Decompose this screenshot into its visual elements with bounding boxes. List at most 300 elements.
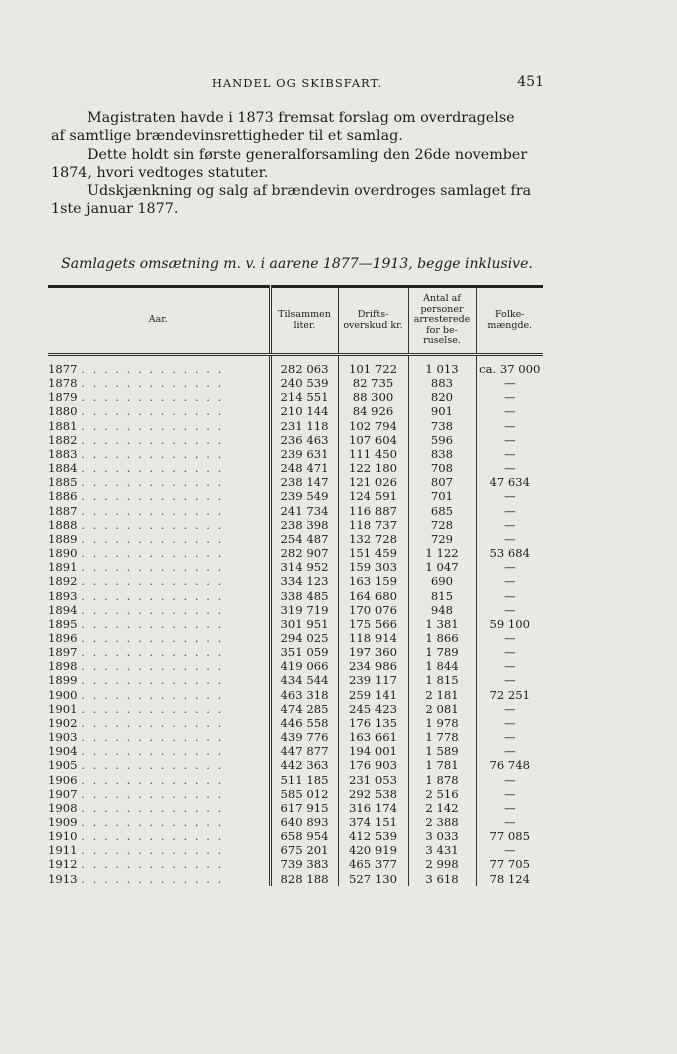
leader-dots: . . . . . . . . . . . . .: [81, 546, 224, 561]
liter-cell: 241 734: [270, 504, 338, 518]
folk-cell: 53 684: [476, 546, 543, 560]
year-cell: [48, 645, 270, 659]
liter-cell: 231 118: [270, 419, 338, 433]
folk-cell: —: [476, 787, 543, 801]
paragraph-line: 1874, hvori vedtoges statuter.: [51, 164, 269, 181]
year-label: 1889: [48, 531, 78, 546]
liter-cell: 214 551: [270, 390, 338, 404]
folk-cell: —: [476, 702, 543, 716]
year-cell: [48, 744, 270, 758]
folk-cell: —: [476, 659, 543, 673]
year-cell: [48, 518, 270, 532]
folk-cell: —: [476, 404, 543, 418]
year-cell: [48, 390, 270, 404]
leader-dots: . . . . . . . . . . . . .: [81, 475, 224, 490]
liter-cell: 439 776: [270, 730, 338, 744]
header-aar: Aar.: [48, 287, 270, 355]
drift-cell: 239 117: [338, 673, 408, 687]
folk-cell: —: [476, 815, 543, 829]
leader-dots: . . . . . . . . . . . . .: [81, 432, 224, 447]
leader-dots: . . . . . . . . . . . . .: [81, 390, 224, 405]
antal-cell: 838: [408, 447, 476, 461]
folk-cell: —: [476, 631, 543, 645]
liter-cell: 254 487: [270, 532, 338, 546]
liter-cell: 338 485: [270, 589, 338, 603]
liter-cell: 282 063: [270, 355, 338, 377]
liter-cell: 675 201: [270, 843, 338, 857]
folk-cell: —: [476, 673, 543, 687]
leader-dots: . . . . . . . . . . . . .: [81, 857, 224, 872]
leader-dots: . . . . . . . . . . . . .: [81, 503, 224, 518]
leader-dots: . . . . . . . . . . . . .: [81, 800, 224, 815]
table-row: [48, 404, 543, 418]
drift-cell: 121 026: [338, 475, 408, 489]
liter-cell: 314 952: [270, 560, 338, 574]
table-row: [48, 773, 543, 787]
liter-cell: 240 539: [270, 376, 338, 390]
paragraph-line: 1ste januar 1877.: [51, 200, 179, 217]
year-label: 1899: [48, 673, 78, 688]
drift-cell: 102 794: [338, 419, 408, 433]
liter-cell: 248 471: [270, 461, 338, 475]
drift-cell: 374 151: [338, 815, 408, 829]
antal-cell: 2 516: [408, 787, 476, 801]
leader-dots: . . . . . . . . . . . . .: [81, 758, 224, 773]
year-cell: [48, 504, 270, 518]
leader-dots: . . . . . . . . . . . . .: [81, 489, 224, 504]
liter-cell: 585 012: [270, 787, 338, 801]
antal-cell: 1 589: [408, 744, 476, 758]
table-row: [48, 843, 543, 857]
leader-dots: . . . . . . . . . . . . .: [81, 659, 224, 674]
liter-cell: 658 954: [270, 829, 338, 843]
liter-cell: 442 363: [270, 758, 338, 772]
year-cell: [48, 574, 270, 588]
year-label: 1909: [48, 815, 78, 829]
leader-dots: . . . . . . . . . . . . .: [81, 531, 224, 546]
liter-cell: 319 719: [270, 603, 338, 617]
year-cell: [48, 447, 270, 461]
drift-cell: 316 174: [338, 801, 408, 815]
table-row: [48, 546, 543, 560]
year-label: 1885: [48, 475, 78, 490]
year-label: 1880: [48, 404, 78, 419]
drift-cell: 124 591: [338, 489, 408, 503]
folk-cell: 78 124: [476, 872, 543, 886]
table-row: [48, 504, 543, 518]
folk-cell: 47 634: [476, 475, 543, 489]
year-cell: [48, 603, 270, 617]
paragraph-line: Dette holdt sin første generalforsamling den 26de november: [87, 147, 528, 163]
leader-dots: . . . . . . . . . . . . .: [81, 829, 224, 844]
antal-cell: 2 998: [408, 857, 476, 871]
liter-cell: 463 318: [270, 688, 338, 702]
year-cell: [48, 659, 270, 673]
leader-dots: . . . . . . . . . . . . .: [81, 815, 224, 829]
liter-cell: 239 549: [270, 489, 338, 503]
year-label: 1884: [48, 461, 78, 476]
folk-cell: —: [476, 532, 543, 546]
table-row: [48, 659, 543, 673]
year-cell: [48, 857, 270, 871]
folk-cell: —: [476, 489, 543, 503]
table-row: [48, 744, 543, 758]
table-row: [48, 617, 543, 631]
folk-cell: —: [476, 589, 543, 603]
leader-dots: . . . . . . . . . . . . .: [81, 871, 224, 886]
year-cell: [48, 702, 270, 716]
drift-cell: 111 450: [338, 447, 408, 461]
drift-cell: 175 566: [338, 617, 408, 631]
year-cell: [48, 532, 270, 546]
folk-cell: 59 100: [476, 617, 543, 631]
year-label: 1900: [48, 687, 78, 702]
drift-cell: 88 300: [338, 390, 408, 404]
table-row: [48, 532, 543, 546]
year-label: 1878: [48, 376, 78, 391]
drift-cell: 527 130: [338, 872, 408, 886]
liter-cell: 239 631: [270, 447, 338, 461]
drift-cell: 163 661: [338, 730, 408, 744]
liter-cell: 739 383: [270, 857, 338, 871]
antal-cell: 3 618: [408, 872, 476, 886]
liter-cell: 351 059: [270, 645, 338, 659]
table-row: [48, 475, 543, 489]
year-label: 1887: [48, 503, 78, 518]
antal-cell: 2 142: [408, 801, 476, 815]
table-row: [48, 787, 543, 801]
folk-cell: —: [476, 504, 543, 518]
leader-dots: . . . . . . . . . . . . .: [81, 786, 224, 801]
leader-dots: . . . . . . . . . . . . .: [81, 588, 224, 603]
table-row: [48, 419, 543, 433]
folk-cell: —: [476, 574, 543, 588]
leader-dots: . . . . . . . . . . . . .: [81, 362, 224, 376]
year-cell: [48, 617, 270, 631]
antal-cell: 1 781: [408, 758, 476, 772]
table-row: [48, 390, 543, 404]
year-label: 1907: [48, 786, 78, 801]
drift-cell: 151 459: [338, 546, 408, 560]
antal-cell: 1 789: [408, 645, 476, 659]
year-cell: [48, 843, 270, 857]
drift-cell: 163 159: [338, 574, 408, 588]
leader-dots: . . . . . . . . . . . . .: [81, 404, 224, 419]
leader-dots: . . . . . . . . . . . . .: [81, 461, 224, 476]
statistics-table: [48, 285, 543, 886]
year-label: 1908: [48, 800, 78, 815]
header-tilsammen: Tilsammen liter.: [270, 287, 338, 355]
antal-cell: 1 047: [408, 560, 476, 574]
year-cell: [48, 688, 270, 702]
year-cell: [48, 801, 270, 815]
year-label: 1913: [48, 871, 78, 886]
year-cell: [48, 773, 270, 787]
antal-cell: 1 878: [408, 773, 476, 787]
paragraph-2: [51, 147, 543, 182]
antal-cell: 901: [408, 404, 476, 418]
paragraph-1: [51, 110, 543, 145]
folk-cell: —: [476, 730, 543, 744]
table-row: [48, 574, 543, 588]
year-cell: [48, 758, 270, 772]
drift-cell: 122 180: [338, 461, 408, 475]
year-cell: [48, 475, 270, 489]
liter-cell: 301 951: [270, 617, 338, 631]
folk-cell: —: [476, 433, 543, 447]
folk-cell: —: [476, 773, 543, 787]
folk-cell: —: [476, 744, 543, 758]
year-cell: [48, 489, 270, 503]
antal-cell: 1 778: [408, 730, 476, 744]
year-label: 1879: [48, 390, 78, 405]
year-label: 1893: [48, 588, 78, 603]
drift-cell: 176 135: [338, 716, 408, 730]
table-row: [48, 702, 543, 716]
antal-cell: 685: [408, 504, 476, 518]
liter-cell: 828 188: [270, 872, 338, 886]
liter-cell: 282 907: [270, 546, 338, 560]
table-row: [48, 560, 543, 574]
year-label: 1897: [48, 645, 78, 660]
running-header: [50, 76, 544, 96]
year-label: 1886: [48, 489, 78, 504]
year-label: 1894: [48, 602, 78, 617]
leader-dots: . . . . . . . . . . . . .: [81, 701, 224, 716]
header-drift: Drifts-overskud kr.: [338, 287, 408, 355]
drift-cell: 412 539: [338, 829, 408, 843]
drift-cell: 107 604: [338, 433, 408, 447]
leader-dots: . . . . . . . . . . . . .: [81, 616, 224, 631]
antal-cell: 1 013: [408, 355, 476, 377]
drift-cell: 132 728: [338, 532, 408, 546]
year-cell: [48, 730, 270, 744]
antal-cell: 2 181: [408, 688, 476, 702]
antal-cell: 690: [408, 574, 476, 588]
antal-cell: 701: [408, 489, 476, 503]
year-label: 1902: [48, 715, 78, 730]
paragraph-3: [51, 183, 543, 218]
drift-cell: 118 737: [338, 518, 408, 532]
liter-cell: 640 893: [270, 815, 338, 829]
antal-cell: 820: [408, 390, 476, 404]
folk-cell: —: [476, 560, 543, 574]
table-header-row: [48, 287, 543, 355]
table-row: [48, 872, 543, 886]
table-row: [48, 355, 543, 377]
year-label: 1890: [48, 546, 78, 561]
antal-cell: 729: [408, 532, 476, 546]
antal-cell: 1 815: [408, 673, 476, 687]
antal-cell: 1 978: [408, 716, 476, 730]
year-cell: [48, 560, 270, 574]
page-number: 451: [517, 74, 544, 90]
table-row: [48, 631, 543, 645]
year-cell: [48, 376, 270, 390]
drift-cell: 170 076: [338, 603, 408, 617]
leader-dots: . . . . . . . . . . . . .: [81, 715, 224, 730]
year-cell: [48, 589, 270, 603]
drift-cell: 245 423: [338, 702, 408, 716]
drift-cell: 176 903: [338, 758, 408, 772]
leader-dots: . . . . . . . . . . . . .: [81, 446, 224, 461]
liter-cell: 238 147: [270, 475, 338, 489]
paragraph-line: af samtlige brændevinsrettigheder til et samlag.: [51, 127, 403, 144]
drift-cell: 292 538: [338, 787, 408, 801]
folk-cell: —: [476, 801, 543, 815]
folk-cell: —: [476, 843, 543, 857]
antal-cell: 708: [408, 461, 476, 475]
year-label: 1888: [48, 517, 78, 532]
antal-cell: 2 081: [408, 702, 476, 716]
drift-cell: 116 887: [338, 504, 408, 518]
table-row: [48, 688, 543, 702]
leader-dots: . . . . . . . . . . . . .: [81, 843, 224, 858]
table-row: [48, 857, 543, 871]
drift-cell: 82 735: [338, 376, 408, 390]
drift-cell: 118 914: [338, 631, 408, 645]
header-folke: Folke-mængde.: [476, 287, 543, 355]
year-label: 1882: [48, 432, 78, 447]
drift-cell: 234 986: [338, 659, 408, 673]
year-cell: [48, 716, 270, 730]
antal-cell: 883: [408, 376, 476, 390]
table-row: [48, 376, 543, 390]
folk-cell: —: [476, 419, 543, 433]
folk-cell: —: [476, 645, 543, 659]
antal-cell: 2 388: [408, 815, 476, 829]
year-cell: [48, 673, 270, 687]
header-title: HANDEL OG SKIBSFART.: [211, 76, 383, 90]
table-row: [48, 603, 543, 617]
folk-cell: 77 705: [476, 857, 543, 871]
leader-dots: . . . . . . . . . . . . .: [81, 574, 224, 589]
liter-cell: 334 123: [270, 574, 338, 588]
folk-cell: —: [476, 390, 543, 404]
year-cell: [48, 461, 270, 475]
leader-dots: . . . . . . . . . . . . .: [81, 602, 224, 617]
antal-cell: 948: [408, 603, 476, 617]
drift-cell: 420 919: [338, 843, 408, 857]
header-antal: Antal af personer arresterede for be-ruselse.: [408, 287, 476, 355]
year-label: 1905: [48, 758, 78, 773]
folk-cell: —: [476, 603, 543, 617]
year-cell: [48, 829, 270, 843]
year-cell: [48, 355, 270, 377]
antal-cell: 807: [408, 475, 476, 489]
year-label: 1877: [48, 362, 78, 376]
antal-cell: 1 122: [408, 546, 476, 560]
antal-cell: 596: [408, 433, 476, 447]
folk-cell: —: [476, 518, 543, 532]
year-label: 1906: [48, 772, 78, 787]
year-label: 1903: [48, 730, 78, 745]
paragraph-line: Magistraten havde i 1873 fremsat forslag om overdragelse: [87, 110, 515, 126]
year-cell: [48, 872, 270, 886]
year-cell: [48, 404, 270, 418]
liter-cell: 511 185: [270, 773, 338, 787]
drift-cell: 164 680: [338, 589, 408, 603]
year-label: 1904: [48, 744, 78, 759]
folk-cell: —: [476, 447, 543, 461]
folk-cell: ca. 37 000: [476, 355, 543, 377]
antal-cell: 1 381: [408, 617, 476, 631]
year-label: 1891: [48, 560, 78, 575]
liter-cell: 238 398: [270, 518, 338, 532]
year-label: 1910: [48, 829, 78, 844]
table-row: [48, 589, 543, 603]
leader-dots: . . . . . . . . . . . . .: [81, 517, 224, 532]
liter-cell: 446 558: [270, 716, 338, 730]
antal-cell: 3 431: [408, 843, 476, 857]
drift-cell: 259 141: [338, 688, 408, 702]
year-label: 1892: [48, 574, 78, 589]
year-cell: [48, 419, 270, 433]
table-row: [48, 815, 543, 829]
year-label: 1883: [48, 446, 78, 461]
leader-dots: . . . . . . . . . . . . .: [81, 418, 224, 433]
liter-cell: 434 544: [270, 673, 338, 687]
table-row: [48, 645, 543, 659]
year-cell: [48, 546, 270, 560]
liter-cell: 419 066: [270, 659, 338, 673]
drift-cell: 194 001: [338, 744, 408, 758]
year-label: 1898: [48, 659, 78, 674]
table-caption: Samlagets omsætning m. v. i aarene 1877—1913, begge inklusive.: [61, 256, 533, 272]
leader-dots: . . . . . . . . . . . . .: [81, 772, 224, 787]
year-cell: [48, 631, 270, 645]
liter-cell: 236 463: [270, 433, 338, 447]
folk-cell: 72 251: [476, 688, 543, 702]
leader-dots: . . . . . . . . . . . . .: [81, 376, 224, 391]
folk-cell: 76 748: [476, 758, 543, 772]
year-cell: [48, 787, 270, 801]
table-row: [48, 801, 543, 815]
leader-dots: . . . . . . . . . . . . .: [81, 730, 224, 745]
antal-cell: 1 844: [408, 659, 476, 673]
folk-cell: —: [476, 716, 543, 730]
antal-cell: 1 866: [408, 631, 476, 645]
leader-dots: . . . . . . . . . . . . .: [81, 560, 224, 575]
liter-cell: 210 144: [270, 404, 338, 418]
table-row: [48, 673, 543, 687]
liter-cell: 447 877: [270, 744, 338, 758]
drift-cell: 465 377: [338, 857, 408, 871]
antal-cell: 815: [408, 589, 476, 603]
drift-cell: 84 926: [338, 404, 408, 418]
table-row: [48, 730, 543, 744]
antal-cell: 728: [408, 518, 476, 532]
table-row: [48, 716, 543, 730]
antal-cell: 738: [408, 419, 476, 433]
drift-cell: 231 053: [338, 773, 408, 787]
folk-cell: —: [476, 461, 543, 475]
table-row: [48, 489, 543, 503]
drift-cell: 159 303: [338, 560, 408, 574]
folk-cell: 77 085: [476, 829, 543, 843]
antal-cell: 3 033: [408, 829, 476, 843]
folk-cell: —: [476, 376, 543, 390]
table-row: [48, 829, 543, 843]
year-cell: [48, 433, 270, 447]
leader-dots: . . . . . . . . . . . . .: [81, 744, 224, 759]
table-row: [48, 461, 543, 475]
leader-dots: . . . . . . . . . . . . .: [81, 630, 224, 645]
year-label: 1895: [48, 616, 78, 631]
liter-cell: 294 025: [270, 631, 338, 645]
liter-cell: 474 285: [270, 702, 338, 716]
year-label: 1912: [48, 857, 78, 872]
